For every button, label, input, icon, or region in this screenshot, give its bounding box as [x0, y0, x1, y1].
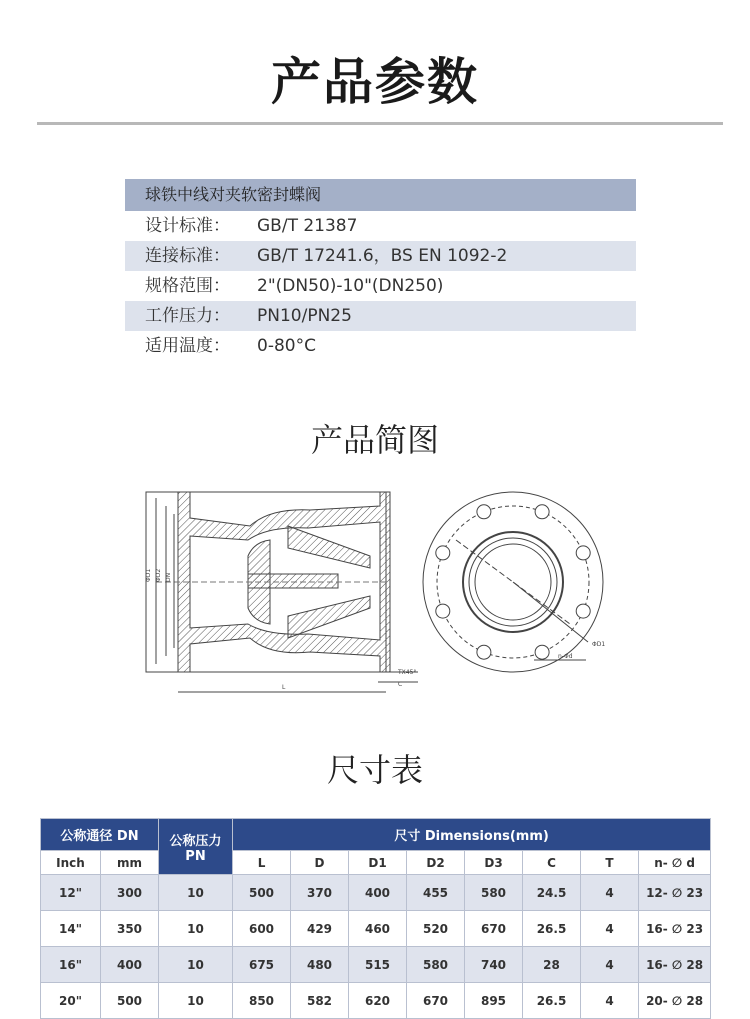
table-cell: 670	[465, 911, 523, 947]
table-cell: 26.5	[523, 983, 581, 1019]
table-cell: 895	[465, 983, 523, 1019]
table-cell: 455	[407, 875, 465, 911]
table-cell: 4	[581, 983, 639, 1019]
table-cell: 16- ∅ 28	[639, 947, 711, 983]
spec-row	[125, 211, 636, 241]
table-cell: 620	[349, 983, 407, 1019]
table-cell: 480	[291, 947, 349, 983]
table-cell: 600	[233, 911, 291, 947]
table-cell: 400	[101, 947, 159, 983]
table-cell: 580	[465, 875, 523, 911]
table-cell: 10	[159, 875, 233, 911]
subheader-cell: D1	[349, 851, 407, 875]
subheader-cell: D3	[465, 851, 523, 875]
bolt-hole	[436, 546, 450, 560]
subheader-cell: T	[581, 851, 639, 875]
label-l: L	[282, 684, 286, 691]
table-cell: 20- ∅ 28	[639, 983, 711, 1019]
subheader-cell: n- ∅ d	[639, 851, 711, 875]
header-pressure-unit: PN	[185, 848, 206, 864]
table-cell: 670	[407, 983, 465, 1019]
title-divider	[37, 122, 723, 125]
table-cell: 16"	[41, 947, 101, 983]
table-cell: 10	[159, 983, 233, 1019]
table-cell: 520	[407, 911, 465, 947]
table-cell: 740	[465, 947, 523, 983]
bolt-hole	[576, 604, 590, 618]
spec-value: PN10/PN25	[257, 306, 352, 326]
spec-value: 2"(DN50)-10"(DN250)	[257, 276, 444, 296]
valve-technical-drawing	[130, 478, 610, 700]
table-cell: 4	[581, 911, 639, 947]
table-cell: 14"	[41, 911, 101, 947]
spec-value: GB/T 21387	[257, 216, 358, 236]
spec-key: 规格范围：	[145, 276, 230, 296]
table-cell: 500	[101, 983, 159, 1019]
label-holes: n-Φd	[558, 653, 573, 660]
header-pressure-label: 公称压力	[169, 833, 222, 849]
table-cell: 20"	[41, 983, 101, 1019]
table-cell: 16- ∅ 23	[639, 911, 711, 947]
spec-row	[125, 331, 636, 361]
valve-shaft	[248, 574, 338, 588]
subheader-cell: mm	[101, 851, 159, 875]
spec-value: 0-80°C	[257, 336, 316, 356]
spec-key: 设计标准：	[145, 216, 230, 236]
table-cell: 10	[159, 947, 233, 983]
table-subheader-row	[41, 851, 711, 875]
table-cell: 24.5	[523, 875, 581, 911]
bolt-hole	[535, 505, 549, 519]
spec-row	[125, 241, 636, 271]
table-cell: 460	[349, 911, 407, 947]
table-cell: 10	[159, 911, 233, 947]
header-nominal-diameter: 公称通径 DN	[41, 819, 159, 851]
label-dn: DN	[165, 572, 172, 582]
spec-row	[125, 271, 636, 301]
table-cell: 400	[349, 875, 407, 911]
subheader-cell: C	[523, 851, 581, 875]
subheader-cell: Inch	[41, 851, 101, 875]
bolt-hole	[477, 505, 491, 519]
table-row	[41, 947, 711, 983]
bolt-hole	[576, 546, 590, 560]
table-cell: 580	[407, 947, 465, 983]
label-d1: ΦD1	[145, 568, 152, 582]
table-row	[41, 911, 711, 947]
dimensions-table	[40, 818, 711, 1019]
bolt-hole	[436, 604, 450, 618]
table-cell: 850	[233, 983, 291, 1019]
spec-key: 工作压力：	[145, 306, 230, 326]
label-t: TX45°	[398, 669, 417, 676]
table-cell: 582	[291, 983, 349, 1019]
table-cell: 4	[581, 875, 639, 911]
subheader-cell: L	[233, 851, 291, 875]
label-c: C	[398, 681, 403, 688]
table-cell: 12"	[41, 875, 101, 911]
spec-table	[125, 179, 636, 361]
valve-side-section	[146, 492, 418, 692]
valve-flange-front-view	[423, 492, 606, 672]
bolt-hole	[477, 645, 491, 659]
table-cell: 370	[291, 875, 349, 911]
spec-key: 连接标准：	[145, 246, 230, 266]
table-cell: 350	[101, 911, 159, 947]
spec-value: GB/T 17241.6，BS EN 1092-2	[257, 246, 508, 266]
bolt-hole	[535, 645, 549, 659]
subheader-cell: D2	[407, 851, 465, 875]
subheader-cell: D	[291, 851, 349, 875]
table-cell: 515	[349, 947, 407, 983]
page-title: 产品参数	[271, 53, 479, 111]
table-cell: 26.5	[523, 911, 581, 947]
table-cell: 429	[291, 911, 349, 947]
spec-product-name: 球铁中线对夹软密封蝶阀	[125, 179, 636, 211]
diagram-section-title: 产品简图	[310, 421, 439, 459]
header-dimensions: 尺寸 Dimensions(mm)	[233, 819, 711, 851]
table-cell: 28	[523, 947, 581, 983]
table-cell: 300	[101, 875, 159, 911]
label-d2: ΦD2	[155, 568, 162, 582]
table-cell: 500	[233, 875, 291, 911]
table-row	[41, 983, 711, 1019]
spec-row	[125, 301, 636, 331]
table-row	[41, 875, 711, 911]
spec-key: 适用温度：	[145, 336, 230, 356]
table-cell: 12- ∅ 23	[639, 875, 711, 911]
table-cell: 4	[581, 947, 639, 983]
header-nominal-pressure	[159, 819, 233, 875]
label-pcd: ΦD1	[592, 641, 606, 648]
table-header-row	[41, 819, 711, 851]
table-cell: 675	[233, 947, 291, 983]
dimensions-section-title: 尺寸表	[326, 751, 423, 789]
